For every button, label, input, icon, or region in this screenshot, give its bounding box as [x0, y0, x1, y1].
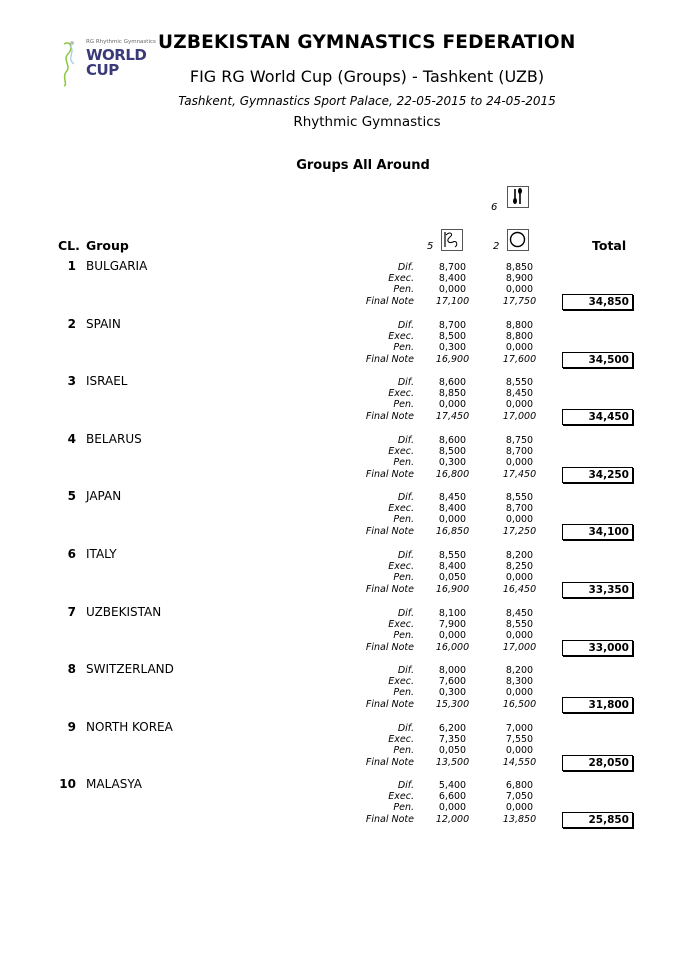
clubs-hoops-final: 17,000 [502, 411, 537, 423]
label-dif: Dif. [397, 319, 414, 331]
clubs-hoops-final: 16,500 [502, 699, 537, 711]
ribbon-dif: 8,600 [438, 434, 467, 446]
ribbon-final: 16,800 [435, 468, 470, 480]
label-dif: Dif. [397, 780, 414, 792]
total-score: 31,800 [562, 697, 633, 713]
label-final: Final Note [365, 756, 414, 768]
result-row [0, 547, 678, 604]
ribbon-pen: 0,050 [438, 744, 467, 756]
ribbon-exec: 8,500 [438, 445, 467, 457]
label-dif: Dif. [397, 550, 414, 561]
clubs-icon [507, 186, 529, 208]
label-pen: Pen. [393, 399, 414, 411]
ribbon-final: 17,100 [435, 296, 470, 307]
result-row [0, 605, 678, 662]
ribbon-final: 16,900 [435, 353, 470, 365]
ribbon-final: 12,000 [435, 814, 470, 826]
logo-line1: RG Rhythmic Gymnastics [86, 39, 156, 45]
label-pen: Pen. [393, 629, 414, 641]
rank: 3 [67, 374, 76, 389]
ribbon-dif: 8,600 [438, 377, 467, 389]
clubs-hoops-exec: 8,800 [505, 330, 534, 342]
clubs-hoops-pen: 0,000 [505, 341, 534, 353]
country: UZBEKISTAN [86, 604, 162, 619]
venue-dates: Tashkent, Gymnastics Sport Palace, 22-05-2015 to 24-05-2015 [178, 94, 556, 108]
label-dif: Dif. [397, 607, 414, 619]
clubs-hoops-exec: 7,050 [505, 791, 534, 803]
total-score: 34,100 [562, 524, 633, 540]
clubs-hoops-pen: 0,000 [505, 687, 534, 699]
federation-title: UZBEKISTAN GYMNASTICS FEDERATION [158, 32, 576, 53]
ribbon-pen: 0,000 [438, 514, 467, 526]
clubs-hoops-final: 17,250 [502, 526, 537, 538]
result-row [0, 489, 678, 546]
country: SWITZERLAND [86, 662, 174, 677]
total-score: 33,000 [562, 640, 633, 656]
label-pen: Pen. [393, 341, 414, 353]
rank: 10 [59, 777, 76, 792]
total-score: 28,050 [562, 755, 633, 771]
label-pen: Pen. [393, 744, 414, 756]
logo-line2: WORLD [86, 46, 147, 64]
ribbon-pen: 0,300 [438, 341, 467, 353]
ribbon-dif: 8,700 [438, 319, 467, 331]
clubs-hoops-exec: 8,900 [505, 273, 534, 284]
label-exec: Exec. [388, 330, 414, 342]
clubs-hoops-dif: 8,750 [505, 434, 534, 446]
label-exec: Exec. [388, 445, 414, 457]
ribbon-exec: 8,500 [438, 330, 467, 342]
clubs-hoops-dif: 8,550 [505, 492, 534, 504]
clubs-hoops-dif: 6,800 [505, 780, 534, 792]
rank: 9 [67, 719, 76, 734]
clubs-hoops-final: 14,550 [502, 756, 537, 768]
clubs-hoops-exec: 8,550 [505, 618, 534, 630]
result-row [0, 662, 678, 719]
event-title: Groups All Around [296, 158, 430, 173]
label-final: Final Note [365, 468, 414, 480]
label-dif: Dif. [397, 434, 414, 446]
clubs-hoops-dif: 8,200 [505, 665, 534, 677]
clubs-hoops-final: 17,600 [502, 353, 537, 365]
label-exec: Exec. [388, 733, 414, 745]
clubs-hoops-pen: 0,000 [505, 456, 534, 468]
label-dif: Dif. [397, 377, 414, 389]
ribbon-final: 13,500 [435, 756, 470, 768]
clubs-hoops-dif: 7,000 [505, 722, 534, 734]
clubs-hoops-pen: 0,000 [505, 284, 534, 295]
rank: 5 [67, 489, 76, 504]
label-pen: Pen. [393, 456, 414, 468]
result-row [0, 777, 678, 834]
ribbon-dif: 8,100 [438, 607, 467, 619]
result-row [0, 374, 678, 431]
label-pen: Pen. [393, 572, 414, 583]
label-final: Final Note [365, 814, 414, 826]
clubs-hoops-exec: 8,300 [505, 676, 534, 688]
ribbon-exec: 8,850 [438, 388, 467, 400]
label-pen: Pen. [393, 687, 414, 699]
label-exec: Exec. [388, 273, 414, 284]
clubs-hoops-pen: 0,000 [505, 572, 534, 583]
clubs-hoops-final: 17,750 [502, 296, 537, 307]
label-exec: Exec. [388, 388, 414, 400]
rank: 4 [67, 431, 76, 446]
clubs-hoops-exec: 8,700 [505, 445, 534, 457]
country: BULGARIA [86, 259, 148, 273]
rank-header: CL. [58, 238, 80, 253]
ribbon-exec: 8,400 [438, 503, 467, 515]
rank: 7 [67, 604, 76, 619]
total-score: 25,850 [562, 812, 633, 828]
logo-line3: CUP [86, 61, 119, 79]
total-score: 34,450 [562, 409, 633, 425]
label-final: Final Note [365, 526, 414, 538]
clubs-hoops-pen: 0,000 [505, 514, 534, 526]
clubs-hoops-exec: 7,550 [505, 733, 534, 745]
clubs-hoops-pen: 0,000 [505, 629, 534, 641]
country: MALASYA [86, 777, 142, 792]
clubs-hoops-final: 17,000 [502, 641, 537, 653]
label-exec: Exec. [388, 618, 414, 630]
result-row [0, 432, 678, 489]
ribbon-exec: 8,400 [438, 273, 467, 284]
clubs-hoops-final: 16,450 [502, 584, 537, 595]
clubs-hoops-pen: 0,000 [505, 399, 534, 411]
label-dif: Dif. [397, 492, 414, 504]
ribbon-pen: 0,000 [438, 629, 467, 641]
total-score: 34,250 [562, 467, 633, 483]
clubs-hoops-dif: 8,200 [505, 550, 534, 561]
country: NORTH KOREA [86, 719, 173, 734]
result-row [0, 720, 678, 777]
label-final: Final Note [365, 584, 414, 595]
clubs-hoops-dif: 8,800 [505, 319, 534, 331]
label-final: Final Note [365, 296, 414, 307]
clubs-hoops-final: 17,450 [502, 468, 537, 480]
ribbon-exec: 6,600 [438, 791, 467, 803]
label-pen: Pen. [393, 284, 414, 295]
country: ISRAEL [86, 374, 128, 389]
ribbon-dif: 8,450 [438, 492, 467, 504]
label-exec: Exec. [388, 503, 414, 515]
hoop-icon [507, 229, 529, 251]
result-row [0, 317, 678, 374]
ribbon-dif: 8,000 [438, 665, 467, 677]
label-final: Final Note [365, 641, 414, 653]
ribbon-exec: 8,400 [438, 561, 467, 572]
ribbon-pen: 0,300 [438, 456, 467, 468]
ribbon-final: 16,000 [435, 641, 470, 653]
clubs-hoops-dif: 8,450 [505, 607, 534, 619]
ribbon-icon [441, 229, 463, 251]
ribbon-dif: 8,700 [438, 262, 467, 273]
rank: 2 [67, 316, 76, 331]
ribbon-final: 17,450 [435, 411, 470, 423]
clubs-hoops-dif: 8,550 [505, 377, 534, 389]
label-final: Final Note [365, 353, 414, 365]
country: ITALY [86, 547, 117, 561]
ribbon-exec: 7,350 [438, 733, 467, 745]
clubs-hoops-exec: 8,450 [505, 388, 534, 400]
label-final: Final Note [365, 699, 414, 711]
ribbon-final: 16,850 [435, 526, 470, 538]
clubs-count: 6 [491, 202, 498, 213]
competition-title: FIG RG World Cup (Groups) - Tashkent (UZB) [189, 67, 545, 86]
rank: 8 [67, 662, 76, 677]
clubs-hoops-exec: 8,250 [505, 561, 534, 572]
ribbon-dif: 6,200 [438, 722, 467, 734]
total-header: Total [592, 238, 627, 253]
ribbon-dif: 8,550 [438, 550, 467, 561]
label-dif: Dif. [397, 665, 414, 677]
clubs-hoops-final: 13,850 [502, 814, 537, 826]
label-dif: Dif. [397, 262, 414, 273]
clubs-hoops-exec: 8,700 [505, 503, 534, 515]
clubs-hoops-pen: 0,000 [505, 744, 534, 756]
hoop-count: 2 [493, 241, 500, 252]
rank: 6 [67, 547, 76, 561]
ribbon-pen: 0,050 [438, 572, 467, 583]
clubs-hoops-dif: 8,850 [505, 262, 534, 273]
ribbon-exec: 7,600 [438, 676, 467, 688]
result-row [0, 259, 678, 316]
total-score: 34,850 [562, 294, 633, 310]
label-exec: Exec. [388, 676, 414, 688]
ribbon-pen: 0,000 [438, 802, 467, 814]
rank: 1 [67, 259, 76, 273]
ribbon-final: 15,300 [435, 699, 470, 711]
discipline: Rhythmic Gymnastics [293, 114, 441, 130]
label-final: Final Note [365, 411, 414, 423]
total-score: 33,350 [562, 582, 633, 598]
country: BELARUS [86, 431, 142, 446]
total-score: 34,500 [562, 352, 633, 368]
country: SPAIN [86, 316, 121, 331]
ribbon-pen: 0,000 [438, 399, 467, 411]
label-pen: Pen. [393, 514, 414, 526]
ribbon-dif: 5,400 [438, 780, 467, 792]
ribbon-exec: 7,900 [438, 618, 467, 630]
label-pen: Pen. [393, 802, 414, 814]
country: JAPAN [86, 489, 122, 504]
clubs-hoops-pen: 0,000 [505, 802, 534, 814]
ribbon-pen: 0,300 [438, 687, 467, 699]
group-header: Group [86, 238, 129, 253]
ribbon-final: 16,900 [435, 584, 470, 595]
label-exec: Exec. [388, 791, 414, 803]
label-exec: Exec. [388, 561, 414, 572]
ribbon-count: 5 [427, 241, 434, 252]
label-dif: Dif. [397, 722, 414, 734]
ribbon-pen: 0,000 [438, 284, 467, 295]
